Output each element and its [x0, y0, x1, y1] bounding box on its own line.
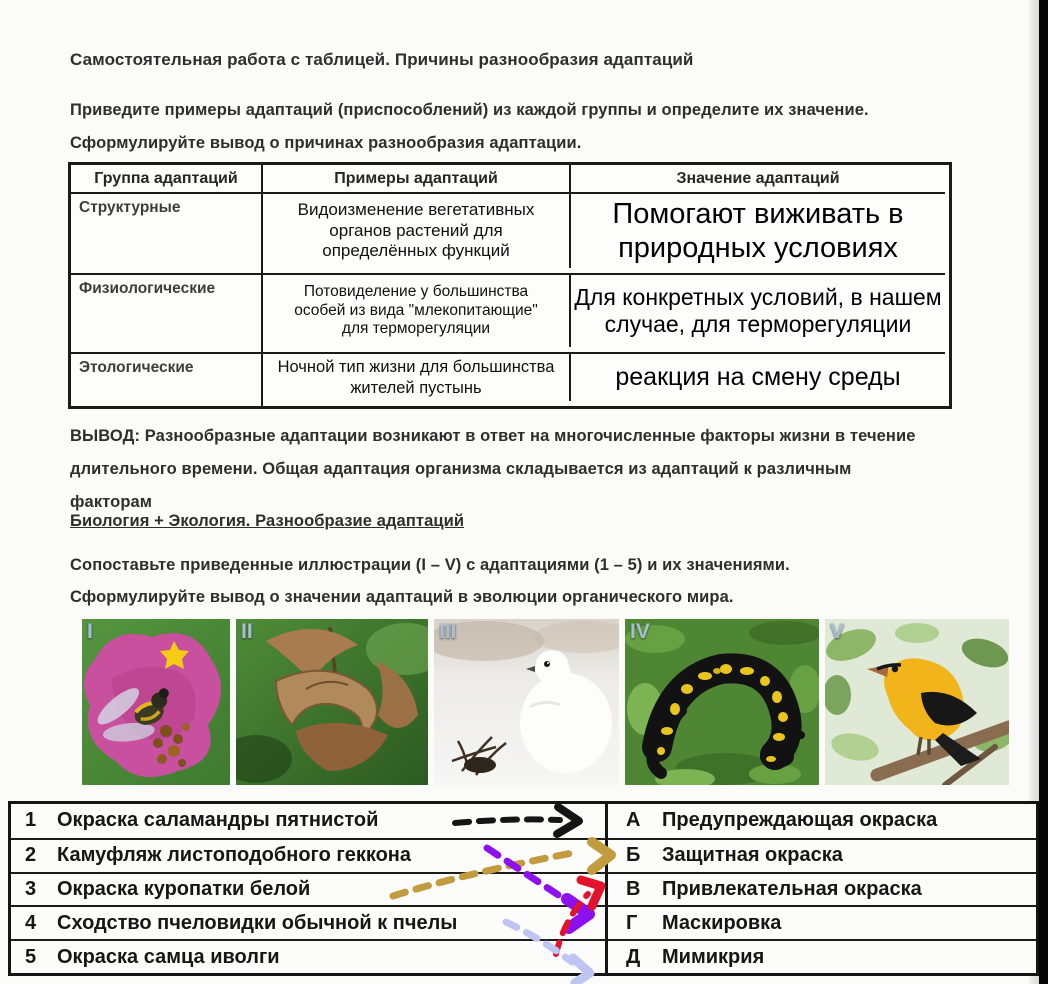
example-line: особей из вида "млекопитающие" [294, 301, 538, 319]
column-header-examples: Примеры адаптаций [263, 165, 571, 192]
meaning-line: случае, для терморегуляции [604, 311, 912, 337]
option-letter: В [626, 877, 641, 900]
example-line: Потовиделение у большинства [303, 282, 529, 300]
conclusion-line: ВЫВОД: Разнообразные адаптации возникают в ответ на многочисленные факторы жизни в течение [70, 427, 916, 445]
cell-example-ethological [263, 352, 571, 401]
item-label: Окраска куропатки белой [57, 877, 311, 900]
conclusion-paragraph [70, 420, 916, 519]
cell-meaning-structural [571, 192, 945, 268]
illustration-label: IV [630, 620, 650, 643]
illustration-label: III [439, 620, 457, 643]
item-number: 1 [25, 809, 37, 832]
option-label: Маскировка [662, 911, 782, 934]
match-option-a [608, 804, 1036, 838]
salamander-moss-image [625, 619, 819, 785]
illustration-label: II [241, 620, 253, 643]
match-item-4 [11, 905, 608, 939]
option-label: Защитная окраска [662, 844, 843, 867]
meaning-line: реакция на смену среды [615, 362, 901, 391]
match-item-3 [11, 872, 608, 906]
option-letter: А [626, 809, 641, 832]
item-label: Сходство пчеловидки обычной к пчелы [57, 911, 458, 934]
example-line: определённых функций [322, 241, 510, 261]
ptarmigan-snow-image [434, 619, 619, 785]
section-heading: Биология + Экология. Разнообразие адаптаций [70, 512, 465, 530]
window-edge [1039, 0, 1048, 984]
example-line: жителей пустынь [350, 378, 482, 397]
item-number: 2 [25, 844, 37, 867]
illustration-label: I [87, 620, 93, 643]
intro-line-2: Сформулируйте вывод о причинах разнообразия адаптации. [70, 134, 582, 152]
column-header-meaning: Значение адаптаций [676, 169, 840, 187]
option-letter: Д [626, 945, 641, 968]
item-number: 5 [25, 945, 37, 968]
cell-example-structural [263, 192, 571, 268]
option-letter: Г [626, 911, 638, 934]
item-label: Окраска саламандры пятнистой [57, 809, 379, 832]
item-label: Окраска самца иволги [57, 945, 280, 968]
example-line: Ночной тип жизни для большинства [277, 358, 555, 377]
table-row [71, 192, 949, 273]
option-letter: Б [626, 844, 641, 867]
adaptation-table [68, 162, 952, 409]
match-option-d [608, 939, 1036, 973]
matching-intro-line: Сформулируйте вывод о значении адаптаций в эволюции органического мира. [70, 588, 734, 606]
option-label: Мимикрия [662, 945, 765, 968]
gecko-leaves-image [236, 619, 428, 785]
example-line: для терморегуляции [341, 320, 491, 338]
adaptation-table-header [71, 165, 949, 192]
conclusion-line: длительного времени. Общая адаптация организма складывается из адаптаций к различным [70, 460, 852, 478]
matching-intro-line: Сопоставьте приведенные иллюстрации (I – V) с адаптациями (1 – 5) и их значениями. [70, 556, 790, 574]
match-option-v [608, 872, 1036, 906]
illustration-hoverfly-on-flower [82, 619, 230, 785]
intro-paragraph [70, 94, 869, 160]
cell-group-structural: Структурные [71, 192, 263, 273]
meaning-line: Для конкретных условий, в нашем [574, 283, 942, 310]
matching-intro-paragraph [70, 549, 790, 613]
conclusion-line: факторам [70, 493, 153, 511]
option-label: Предупреждающая окраска [662, 809, 938, 832]
match-option-g [608, 905, 1036, 939]
illustration-white-ptarmigan [434, 619, 619, 785]
item-label: Камуфляж листоподобного геккона [57, 844, 412, 867]
illustration-label: V [830, 620, 845, 643]
column-header-group: Группа адаптаций [71, 165, 263, 192]
match-item-5 [11, 939, 608, 973]
item-number: 3 [25, 877, 37, 900]
match-item-1 [11, 804, 608, 838]
meaning-line: природных условиях [618, 232, 898, 264]
cell-group-ethological: Этологические [71, 352, 263, 406]
illustration-strip [82, 619, 1009, 785]
hoverfly-flower-image [82, 619, 230, 785]
match-option-b [608, 838, 1036, 872]
meaning-line: Помогают виживать в [612, 197, 904, 230]
matching-table [8, 801, 1039, 976]
item-number: 4 [25, 911, 37, 934]
oriole-branch-image [825, 619, 1009, 785]
example-line: Видоизменение вегетативных [297, 199, 535, 219]
match-item-2 [11, 838, 608, 872]
illustration-leaf-tailed-gecko [236, 619, 428, 785]
illustration-fire-salamander [625, 619, 819, 785]
cell-example-physiological [263, 273, 571, 347]
intro-line-1: Приведите примеры адаптаций (приспособлений) из каждой группы и определите их значение. [70, 101, 869, 119]
cell-meaning-ethological [571, 352, 945, 401]
option-label: Привлекательная окраска [662, 877, 922, 900]
cell-meaning-physiological [571, 273, 945, 347]
illustration-golden-oriole [825, 619, 1009, 785]
page-title: Самостоятельная работа с таблицей. Причины разнообразия адаптаций [70, 50, 694, 69]
table-row [71, 273, 949, 352]
cell-group-physiological: Физиологические [71, 273, 263, 352]
example-line: органов растений для [329, 220, 503, 240]
table-row [71, 352, 949, 406]
